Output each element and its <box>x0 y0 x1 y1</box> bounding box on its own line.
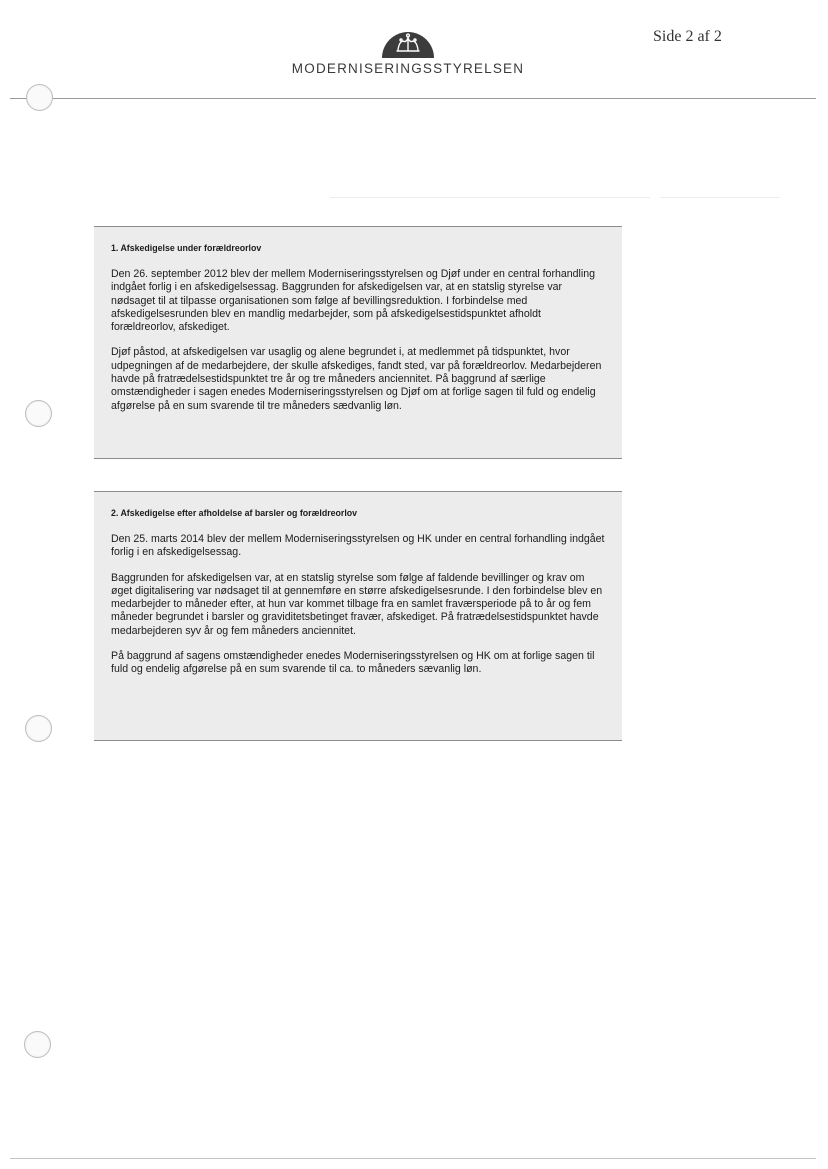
header-rule <box>10 98 816 99</box>
punch-hole <box>25 400 52 427</box>
case-paragraph: Den 26. september 2012 blev der mellem Moderniseringsstyrelsen og Djøf under en central forhandling indgået forlig i en afskedigelsessag. Baggrunden for afskedigelsen var, at en statslig styrelse var nødsaget til at tilpasse organisationen som følge af bevillingsreduktion. I forbindelse med afskedigelsesrunden blev en mandlig medarbejder, som på afskedigelsestidspunktet afholdt forældreorlov, afskediget. <box>111 268 596 334</box>
punch-hole <box>25 715 52 742</box>
crown-logo-icon <box>380 26 436 58</box>
scan-artifact <box>330 197 650 198</box>
case-paragraph: På baggrund af sagens omstændigheder enedes Moderniseringsstyrelsen og HK om at forlige sagen til fuld og endelig afgørelse på en sum svarende til ca. to måneders sævanlig løn. <box>111 650 595 676</box>
scan-artifact <box>660 197 780 198</box>
case-paragraph: Den 25. marts 2014 blev der mellem Moderniseringsstyrelsen og HK under en central forhandling indgået forlig i en afskedigelsessag. <box>111 533 605 559</box>
punch-hole <box>24 1031 51 1058</box>
case-box-1 <box>94 226 622 459</box>
logo-wordmark: MODERNISERINGSSTYRELSEN <box>291 61 525 76</box>
punch-hole <box>26 84 53 111</box>
page-number: Side 2 af 2 <box>653 28 722 45</box>
case-title: 2. Afskedigelse efter afholdelse af barsler og forældreorlov <box>111 508 358 518</box>
case-paragraph: Baggrunden for afskedigelsen var, at en statslig styrelse som følge af faldende bevillinger og krav om øget digitalisering var nødsaget til at gennemføre en større afskedigelsesrunde. I den forbindelse blev en medarbejder to måneder efter, at hun var kommet tilbage fra en samlet fraværsperiode på to år og fem måneder begrundet i barsler og graviditetsbetinget fravær, afskediget. På fratrædelsestidspunktet havde medarbejderen syv år og fem måneders anciennitet. <box>111 571 603 637</box>
case-paragraph: Djøf påstod, at afskedigelsen var usaglig og alene begrundet i, at medlemmet på tidspunktet, hvor udpegningen af de medarbejdere, der skulle afskediges, fandt sted, var på forældreorlov. Medarbejderen havde på fratrædelsestidspunktet tre år og tre måneders anciennitet. På baggrund af særlige omstændigheder i sagen enedes Moderniseringsstyrelsen og Djøf om at forlige sagen til fuld og endelig afgørelse på en sum svarende til tre måneders sædvanlig løn. <box>111 346 602 412</box>
bottom-rule <box>10 1158 816 1159</box>
case-title: 1. Afskedigelse under forældreorlov <box>111 243 262 253</box>
case-box-2 <box>94 491 622 741</box>
